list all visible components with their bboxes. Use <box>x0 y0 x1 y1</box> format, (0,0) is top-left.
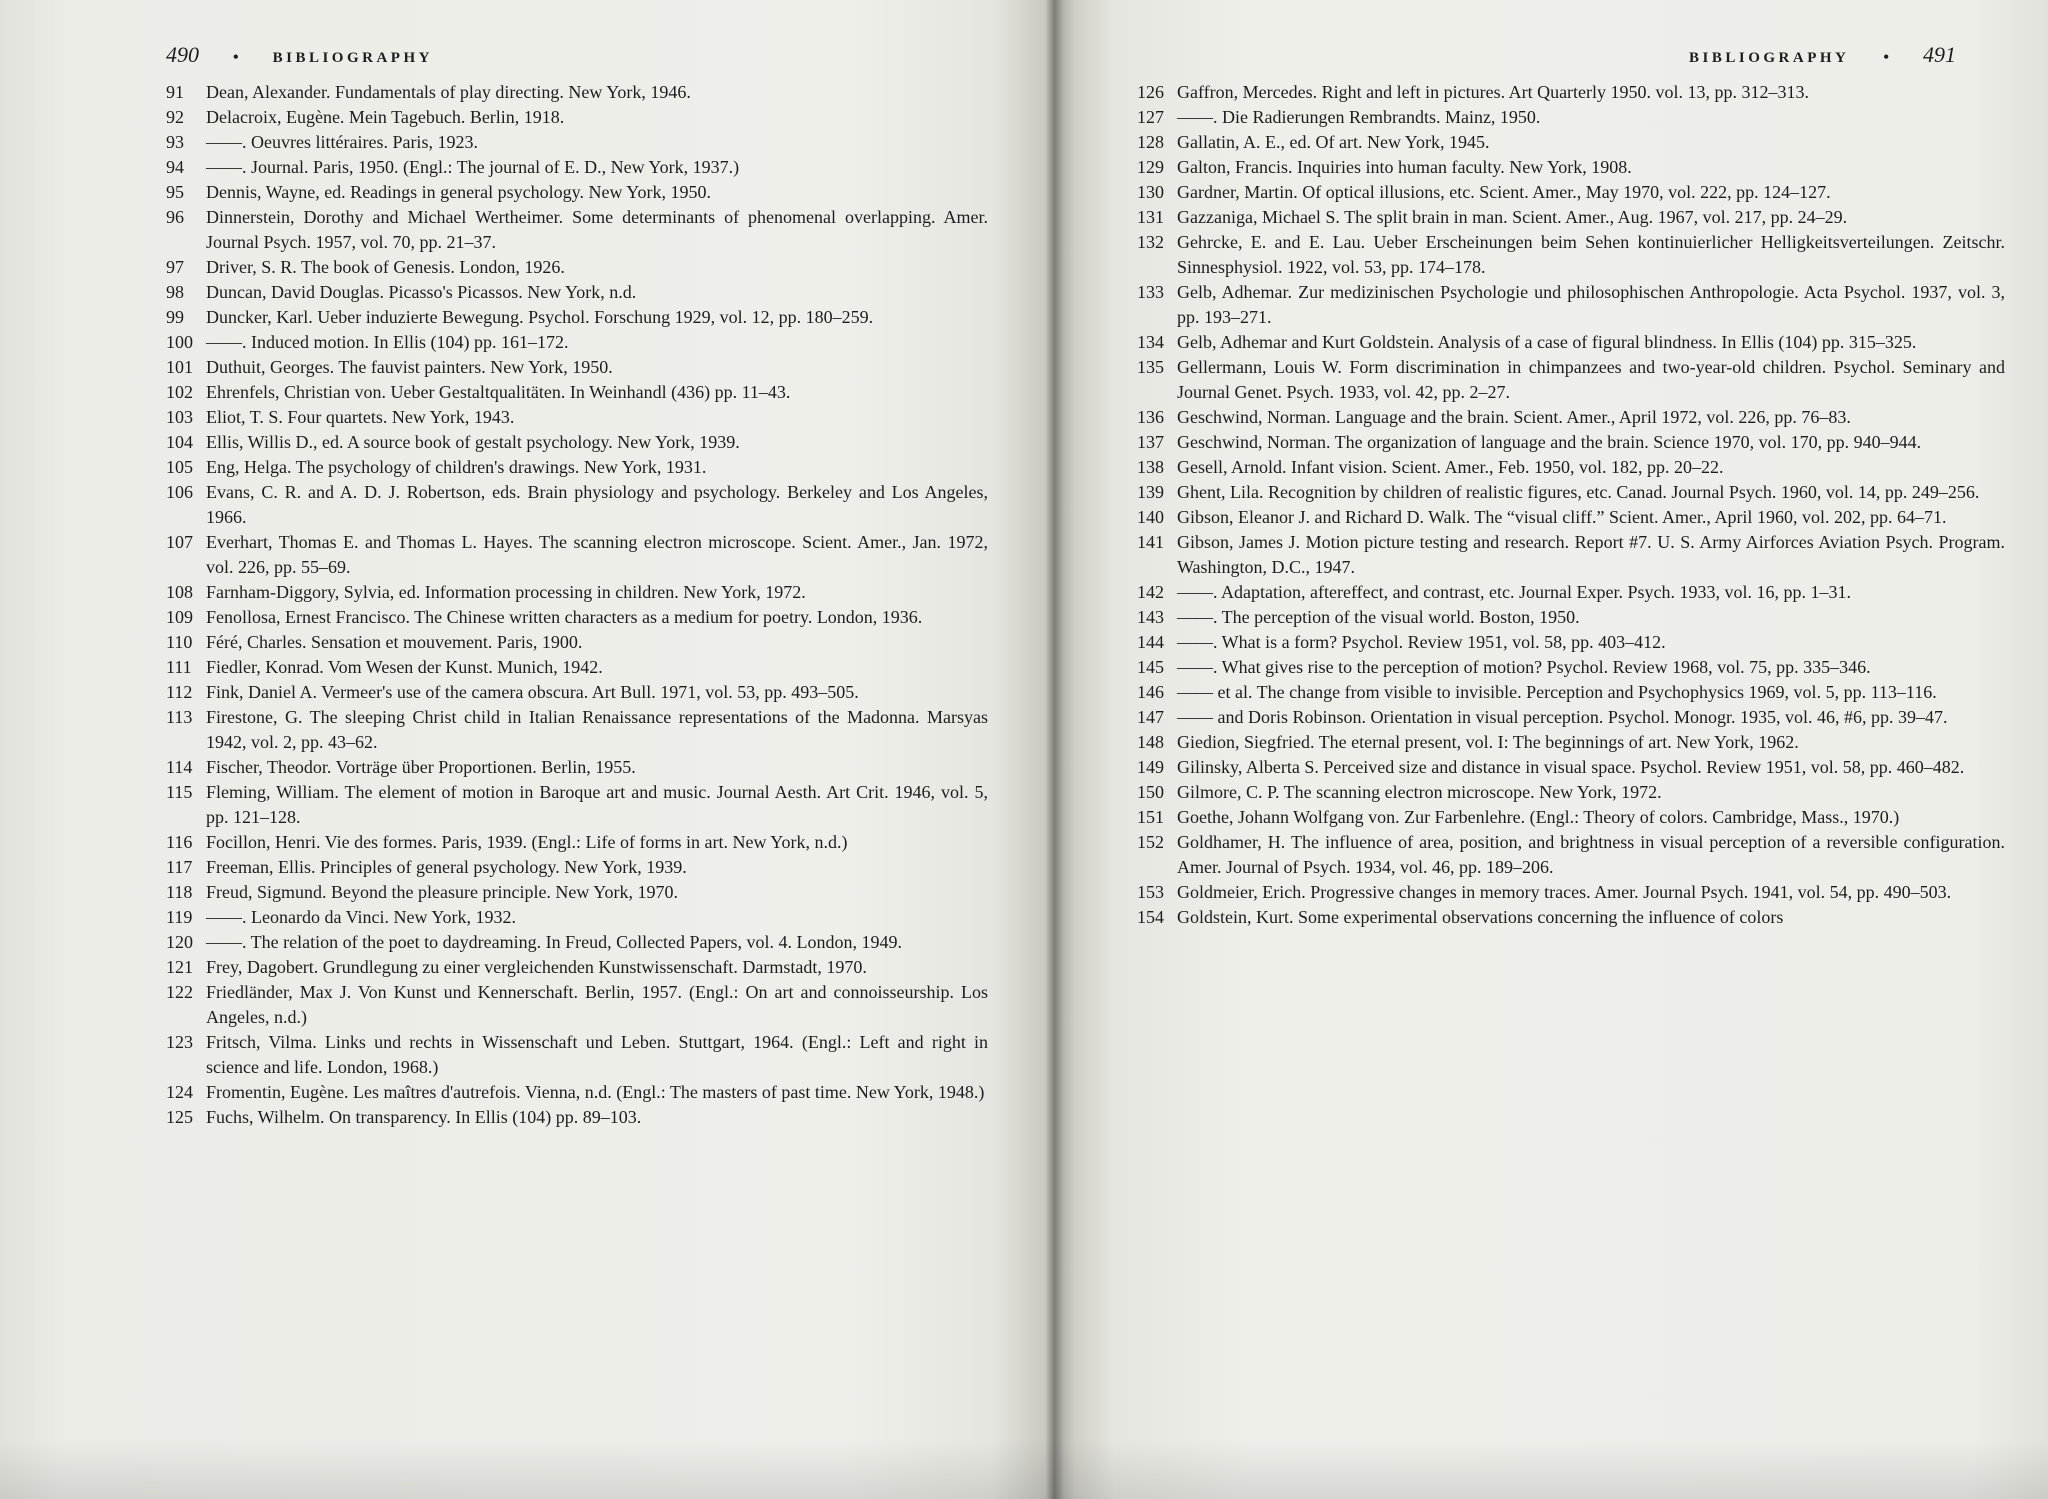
entry-number: 123 <box>166 1032 193 1052</box>
bibliography-entry <box>166 580 988 605</box>
entry-text: ——. What gives rise to the perception of motion? Psychol. Review 1968, vol. 75, pp. 335–346. <box>1177 657 1871 677</box>
entry-text: Geschwind, Norman. Language and the brain. Scient. Amer., April 1972, vol. 226, pp. 76–83. <box>1177 407 1851 427</box>
bibliography-entry <box>166 930 988 955</box>
entry-text: Everhart, Thomas E. and Thomas L. Hayes. The scanning electron microscope. Scient. Amer., Jan. 1972, vol. 226, pp. 55–69. <box>206 532 988 577</box>
entry-number: 103 <box>166 407 193 427</box>
entry-text: Gilinsky, Alberta S. Perceived size and distance in visual space. Psychol. Review 1951, vol. 58, pp. 460–482. <box>1177 757 1965 777</box>
entry-number: 143 <box>1137 607 1164 627</box>
bibliography-entry <box>166 205 988 255</box>
bibliography-entry <box>166 280 988 305</box>
entry-number: 136 <box>1137 407 1164 427</box>
entry-text: Gallatin, A. E., ed. Of art. New York, 1945. <box>1177 132 1490 152</box>
entry-number: 147 <box>1137 707 1164 727</box>
entry-text: Ghent, Lila. Recognition by children of realistic figures, etc. Canad. Journal Psych. 1960, vol. 14, pp. 249–256. <box>1177 482 1980 502</box>
bibliography-entry <box>1137 605 2005 630</box>
bibliography-entry <box>166 980 988 1030</box>
bibliography-entry <box>1137 230 2005 280</box>
bibliography-entry <box>166 705 988 755</box>
bibliography-entry <box>166 405 988 430</box>
bibliography-entry <box>1137 130 2005 155</box>
entry-text: ——. Oeuvres littéraires. Paris, 1923. <box>206 132 478 152</box>
entry-text: Delacroix, Eugène. Mein Tagebuch. Berlin, 1918. <box>206 107 565 127</box>
entry-number: 105 <box>166 457 193 477</box>
bibliography-entry <box>166 630 988 655</box>
entry-text: —— et al. The change from visible to invisible. Perception and Psychophysics 1969, vol. 5, pp. 113–116. <box>1177 682 1937 702</box>
entry-number: 128 <box>1137 132 1164 152</box>
entry-text: Duncan, David Douglas. Picasso's Picassos. New York, n.d. <box>206 282 637 302</box>
entry-number: 142 <box>1137 582 1164 602</box>
right-page <box>1055 0 2048 1499</box>
entry-number: 149 <box>1137 757 1164 777</box>
entry-number: 141 <box>1137 532 1164 552</box>
entry-text: ——. The perception of the visual world. Boston, 1950. <box>1177 607 1580 627</box>
entry-number: 138 <box>1137 457 1164 477</box>
entry-number: 125 <box>166 1107 193 1127</box>
entry-number: 118 <box>166 882 193 902</box>
book-gutter <box>1046 0 1064 1499</box>
bibliography-list <box>1137 80 2005 930</box>
entry-number: 151 <box>1137 807 1164 827</box>
bibliography-entry <box>1137 180 2005 205</box>
entry-text: Firestone, G. The sleeping Christ child in Italian Renaissance representations of the Madonna. Marsyas 1942, vol. 2, pp. 43–62. <box>206 707 988 752</box>
bibliography-entry <box>166 105 988 130</box>
bibliography-entry <box>166 380 988 405</box>
entry-number: 104 <box>166 432 193 452</box>
bibliography-entry <box>166 1030 988 1080</box>
entry-text: Dean, Alexander. Fundamentals of play directing. New York, 1946. <box>206 82 691 102</box>
bibliography-entry <box>1137 455 2005 480</box>
entry-text: ——. Journal. Paris, 1950. (Engl.: The journal of E. D., New York, 1937.) <box>206 157 740 177</box>
entry-number: 145 <box>1137 657 1164 677</box>
entry-number: 154 <box>1137 907 1164 927</box>
entry-number: 152 <box>1137 832 1164 852</box>
separator-dot: • <box>233 49 239 66</box>
entry-text: ——. Die Radierungen Rembrandts. Mainz, 1950. <box>1177 107 1541 127</box>
bibliography-entry <box>166 530 988 580</box>
bibliography-entry <box>166 455 988 480</box>
entry-number: 108 <box>166 582 193 602</box>
bibliography-entry <box>1137 705 2005 730</box>
bibliography-entry <box>166 905 988 930</box>
entry-number: 102 <box>166 382 193 402</box>
bibliography-entry <box>166 655 988 680</box>
entry-number: 139 <box>1137 482 1164 502</box>
entry-text: Goethe, Johann Wolfgang von. Zur Farbenlehre. (Engl.: Theory of colors. Cambridge, Mass., 1970.) <box>1177 807 1900 827</box>
entry-number: 120 <box>166 932 193 952</box>
entry-text: Goldstein, Kurt. Some experimental observations concerning the influence of colors <box>1177 907 1784 927</box>
entry-text: Fritsch, Vilma. Links und rechts in Wissenschaft und Leben. Stuttgart, 1964. (Engl.: Left and right in science and life. London, 1968.) <box>206 1032 988 1077</box>
bibliography-entry <box>166 130 988 155</box>
entry-text: Gardner, Martin. Of optical illusions, etc. Scient. Amer., May 1970, vol. 222, pp. 124–127. <box>1177 182 1831 202</box>
page-number: 490 <box>166 42 199 67</box>
bibliography-entry <box>166 830 988 855</box>
entry-text: —— and Doris Robinson. Orientation in visual perception. Psychol. Monogr. 1935, vol. 46, #6, pp. 39–47. <box>1177 707 1948 727</box>
entry-number: 101 <box>166 357 193 377</box>
bibliography-entry <box>1137 480 2005 505</box>
entry-text: Gelb, Adhemar. Zur medizinischen Psychologie und philosophischen Anthropologie. Acta Psychol. 1937, vol. 3, pp. 193–271. <box>1177 282 2005 327</box>
entry-number: 137 <box>1137 432 1164 452</box>
bibliography-entry <box>1137 355 2005 405</box>
entry-number: 91 <box>166 82 184 102</box>
entry-number: 99 <box>166 307 184 327</box>
entry-number: 148 <box>1137 732 1164 752</box>
entry-number: 133 <box>1137 282 1164 302</box>
entry-number: 122 <box>166 982 193 1002</box>
entry-number: 114 <box>166 757 193 777</box>
running-head-title: BIBLIOGRAPHY <box>272 50 433 66</box>
entry-text: Friedländer, Max J. Von Kunst und Kennerschaft. Berlin, 1957. (Engl.: On art and connoisseurship. Los Angeles, n.d.) <box>206 982 988 1027</box>
entry-text: Fleming, William. The element of motion in Baroque art and music. Journal Aesth. Art Crit. 1946, vol. 5, pp. 121–128. <box>206 782 988 827</box>
entry-text: ——. Leonardo da Vinci. New York, 1932. <box>206 907 517 927</box>
entry-text: Gazzaniga, Michael S. The split brain in man. Scient. Amer., Aug. 1967, vol. 217, pp. 24–29. <box>1177 207 1848 227</box>
entry-number: 106 <box>166 482 193 502</box>
entry-number: 111 <box>166 657 192 677</box>
entry-text: Gibson, Eleanor J. and Richard D. Walk. The “visual cliff.” Scient. Amer., April 1960, vol. 202, pp. 64–71. <box>1177 507 1947 527</box>
entry-text: Fuchs, Wilhelm. On transparency. In Ellis (104) pp. 89–103. <box>206 1107 642 1127</box>
entry-text: Gehrcke, E. and E. Lau. Ueber Erscheinungen beim Sehen kontinuierlicher Helligkeitsverteilungen. Zeitschr. Sinnesphysiol. 1922, vol. 53, pp. 174–178. <box>1177 232 2005 277</box>
right-running-head <box>1689 42 1956 70</box>
entry-number: 116 <box>166 832 193 852</box>
entry-text: ——. The relation of the poet to daydreaming. In Freud, Collected Papers, vol. 4. London, 1949. <box>206 932 903 952</box>
bibliography-entry <box>166 330 988 355</box>
entry-text: Galton, Francis. Inquiries into human faculty. New York, 1908. <box>1177 157 1632 177</box>
bibliography-entry <box>166 1080 988 1105</box>
entry-number: 119 <box>166 907 193 927</box>
entry-text: Freud, Sigmund. Beyond the pleasure principle. New York, 1970. <box>206 882 678 902</box>
entry-number: 126 <box>1137 82 1164 102</box>
bibliography-entry <box>1137 330 2005 355</box>
entry-text: ——. Adaptation, aftereffect, and contrast, etc. Journal Exper. Psych. 1933, vol. 16, pp. 1–31. <box>1177 582 1852 602</box>
bibliography-entry <box>166 680 988 705</box>
entry-number: 127 <box>1137 107 1164 127</box>
entry-text: Dinnerstein, Dorothy and Michael Wertheimer. Some determinants of phenomenal overlapping. Amer. Journal Psych. 1957, vol. 70, pp. 21–37. <box>206 207 988 252</box>
entry-text: Eng, Helga. The psychology of children's drawings. New York, 1931. <box>206 457 707 477</box>
entry-text: ——. What is a form? Psychol. Review 1951, vol. 58, pp. 403–412. <box>1177 632 1666 652</box>
entry-text: Evans, C. R. and A. D. J. Robertson, eds. Brain physiology and psychology. Berkeley and Los Angeles, 1966. <box>206 482 988 527</box>
entry-text: Ehrenfels, Christian von. Ueber Gestaltqualitäten. In Weinhandl (436) pp. 11–43. <box>206 382 791 402</box>
bibliography-entry <box>1137 905 2005 930</box>
bibliography-entry <box>166 430 988 455</box>
entry-number: 150 <box>1137 782 1164 802</box>
entry-text: Duthuit, Georges. The fauvist painters. New York, 1950. <box>206 357 613 377</box>
bibliography-entry <box>166 955 988 980</box>
entry-number: 132 <box>1137 232 1164 252</box>
entry-text: Eliot, T. S. Four quartets. New York, 1943. <box>206 407 515 427</box>
bibliography-entry <box>1137 755 2005 780</box>
entry-text: Gibson, James J. Motion picture testing and research. Report #7. U. S. Army Airforces Aviation Psych. Program. Washington, D.C., 1947. <box>1177 532 2005 577</box>
entry-number: 92 <box>166 107 184 127</box>
entry-text: Dennis, Wayne, ed. Readings in general psychology. New York, 1950. <box>206 182 711 202</box>
entry-text: ——. Induced motion. In Ellis (104) pp. 161–172. <box>206 332 569 352</box>
entry-text: Féré, Charles. Sensation et mouvement. Paris, 1900. <box>206 632 583 652</box>
bibliography-entry <box>1137 505 2005 530</box>
bibliography-entry <box>166 1105 988 1130</box>
bibliography-entry <box>166 355 988 380</box>
entry-number: 121 <box>166 957 193 977</box>
entry-text: Farnham-Diggory, Sylvia, ed. Information processing in children. New York, 1972. <box>206 582 806 602</box>
entry-number: 115 <box>166 782 193 802</box>
bibliography-entry <box>1137 430 2005 455</box>
bibliography-entry <box>1137 655 2005 680</box>
page-shadow <box>0 1439 2048 1499</box>
entry-text: Geschwind, Norman. The organization of language and the brain. Science 1970, vol. 170, pp. 940–944. <box>1177 432 1922 452</box>
entry-number: 100 <box>166 332 193 352</box>
bibliography-entry <box>166 880 988 905</box>
bibliography-entry <box>1137 780 2005 805</box>
separator-dot: • <box>1883 49 1889 66</box>
entry-number: 129 <box>1137 157 1164 177</box>
entry-text: Fischer, Theodor. Vorträge über Proportionen. Berlin, 1955. <box>206 757 636 777</box>
entry-number: 110 <box>166 632 193 652</box>
entry-number: 112 <box>166 682 193 702</box>
bibliography-entry <box>1137 680 2005 705</box>
bibliography-entry <box>1137 530 2005 580</box>
entry-number: 134 <box>1137 332 1164 352</box>
bibliography-entry <box>1137 205 2005 230</box>
entry-number: 117 <box>166 857 193 877</box>
entry-number: 96 <box>166 207 184 227</box>
bibliography-entry <box>166 755 988 780</box>
entry-text: Gilmore, C. P. The scanning electron microscope. New York, 1972. <box>1177 782 1662 802</box>
entry-number: 140 <box>1137 507 1164 527</box>
bibliography-list <box>166 80 988 1130</box>
entry-number: 135 <box>1137 357 1164 377</box>
entry-number: 93 <box>166 132 184 152</box>
entry-number: 113 <box>166 707 193 727</box>
bibliography-entry <box>166 155 988 180</box>
entry-number: 94 <box>166 157 184 177</box>
left-running-head <box>166 42 433 70</box>
entry-number: 107 <box>166 532 193 552</box>
entry-number: 98 <box>166 282 184 302</box>
entry-text: Fromentin, Eugène. Les maîtres d'autrefois. Vienna, n.d. (Engl.: The masters of past time. New York, 1948.) <box>206 1082 985 1102</box>
entry-number: 146 <box>1137 682 1164 702</box>
bibliography-entry <box>1137 830 2005 880</box>
entry-text: Ellis, Willis D., ed. A source book of gestalt psychology. New York, 1939. <box>206 432 740 452</box>
entry-text: Gelb, Adhemar and Kurt Goldstein. Analysis of a case of figural blindness. In Ellis (104) pp. 315–325. <box>1177 332 1917 352</box>
page-number: 491 <box>1923 42 1956 67</box>
entry-number: 109 <box>166 607 193 627</box>
entry-number: 95 <box>166 182 184 202</box>
entry-number: 130 <box>1137 182 1164 202</box>
bibliography-entry <box>1137 405 2005 430</box>
bibliography-entry <box>1137 580 2005 605</box>
bibliography-entry <box>1137 805 2005 830</box>
entry-text: Frey, Dagobert. Grundlegung zu einer vergleichenden Kunstwissenschaft. Darmstadt, 1970. <box>206 957 867 977</box>
entry-text: Gaffron, Mercedes. Right and left in pictures. Art Quarterly 1950. vol. 13, pp. 312–313. <box>1177 82 1810 102</box>
bibliography-entry <box>166 80 988 105</box>
running-head-title: BIBLIOGRAPHY <box>1689 50 1850 66</box>
entry-text: Goldmeier, Erich. Progressive changes in memory traces. Amer. Journal Psych. 1941, vol. 54, pp. 490–503. <box>1177 882 1952 902</box>
entry-text: Fiedler, Konrad. Vom Wesen der Kunst. Munich, 1942. <box>206 657 603 677</box>
entry-number: 153 <box>1137 882 1164 902</box>
entry-text: Gellermann, Louis W. Form discrimination in chimpanzees and two-year-old children. Psychol. Seminary and Journal Genet. Psych. 1933, vol. 42, pp. 2–27. <box>1177 357 2005 402</box>
bibliography-entry <box>166 180 988 205</box>
entry-text: Goldhamer, H. The influence of area, position, and brightness in visual perception of a reversible configuration. Amer. Journal of Psych. 1934, vol. 46, pp. 189–206. <box>1177 832 2005 877</box>
bibliography-entry <box>166 780 988 830</box>
bibliography-entry <box>1137 105 2005 130</box>
entry-number: 124 <box>166 1082 193 1102</box>
entry-number: 144 <box>1137 632 1164 652</box>
entry-text: Fenollosa, Ernest Francisco. The Chinese written characters as a medium for poetry. London, 1936. <box>206 607 923 627</box>
bibliography-entry <box>166 855 988 880</box>
bibliography-entry <box>166 605 988 630</box>
entry-text: Giedion, Siegfried. The eternal present, vol. I: The beginnings of art. New York, 1962. <box>1177 732 1799 752</box>
entry-number: 97 <box>166 257 184 277</box>
bibliography-entry <box>1137 155 2005 180</box>
entry-text: Duncker, Karl. Ueber induzierte Bewegung. Psychol. Forschung 1929, vol. 12, pp. 180–259. <box>206 307 874 327</box>
entry-text: Focillon, Henri. Vie des formes. Paris, 1939. (Engl.: Life of forms in art. New York, n.d.) <box>206 832 848 852</box>
bibliography-entry <box>1137 280 2005 330</box>
entry-text: Gesell, Arnold. Infant vision. Scient. Amer., Feb. 1950, vol. 182, pp. 20–22. <box>1177 457 1724 477</box>
entry-text: Driver, S. R. The book of Genesis. London, 1926. <box>206 257 565 277</box>
entry-text: Freeman, Ellis. Principles of general psychology. New York, 1939. <box>206 857 687 877</box>
bibliography-entry <box>1137 80 2005 105</box>
bibliography-entry <box>1137 730 2005 755</box>
bibliography-entry <box>1137 630 2005 655</box>
bibliography-entry <box>166 255 988 280</box>
bibliography-entry <box>166 480 988 530</box>
bibliography-entry <box>1137 880 2005 905</box>
entry-number: 131 <box>1137 207 1164 227</box>
bibliography-entry <box>166 305 988 330</box>
entry-text: Fink, Daniel A. Vermeer's use of the camera obscura. Art Bull. 1971, vol. 53, pp. 493–505. <box>206 682 859 702</box>
